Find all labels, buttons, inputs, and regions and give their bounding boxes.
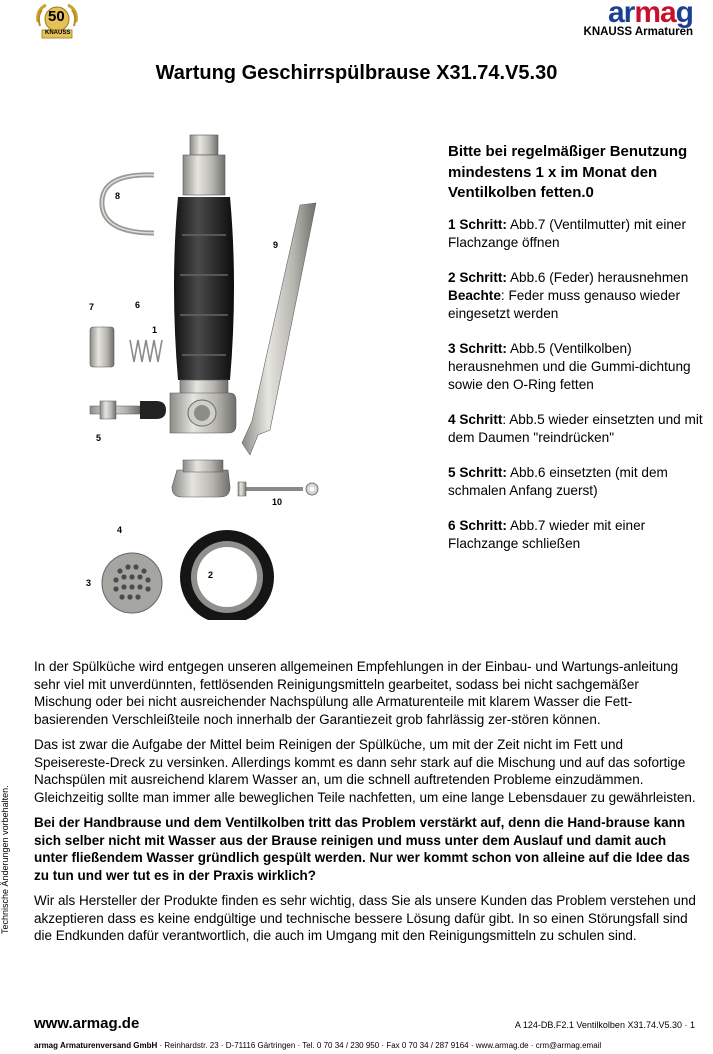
- step-4: 4 Schritt: Abb.5 wieder einsetzten und mit dem Daumen "reindrücken": [448, 411, 703, 445]
- brand-word: armag: [607, 0, 693, 29]
- valve-nut: [90, 327, 114, 367]
- screw: [243, 487, 303, 491]
- anniversary-text: KNAUSS: [45, 30, 71, 36]
- rubber-grip: [174, 197, 234, 380]
- part-label-2: 2: [208, 570, 214, 580]
- part-label-10: 10: [272, 497, 283, 507]
- footer-address-line: · Reinhardstr. 23 · D-71116 Gärtringen · Tel. 0 70 34 / 230 950 · Fax 0 70 34 / 287 9164 · www.armag.de · crm@armag.email: [157, 1041, 602, 1050]
- footer-company: armag Armaturenversand GmbH: [34, 1041, 158, 1050]
- anniversary-logo: [34, 2, 80, 40]
- paragraph-1: In der Spülküche wird entgegen unseren allgemeinen Empfehlungen in der Einbau- und Wartungs-anleitung sehr viel mit unverdünnten, fettlösenden Reinigungsmitteln gearbeitet, sodass bei nicht sachgemäßer Mischung oder bei nicht ausreichender Nachspülung alle Armaturenteile mit klarem Wasser die Fett-basierenden Verschleißteile noch innerhalb der Garantiezeit grob fahrlässig zer-stören können.: [34, 659, 679, 727]
- spring: [130, 340, 162, 362]
- part-label-6: 6: [135, 300, 141, 310]
- side-note: Technische Änderungen vorbehalten.: [0, 785, 10, 934]
- step-1: 1 Schritt: Abb.7 (Ventilmutter) mit einer Flachzange öffnen: [448, 216, 686, 250]
- part-label-5: 5: [96, 433, 102, 443]
- brand-subtitle: KNAUSS Armaturen: [583, 26, 693, 38]
- footer-address: [34, 1041, 601, 1050]
- part-label-1: 1: [152, 325, 158, 335]
- step-2-note-head: Beachte: [448, 287, 501, 303]
- step-2-note-text: : Feder muss genauso wieder eingesetzt werden: [448, 287, 680, 321]
- paragraph-4: Wir als Hersteller der Produkte finden es sehr wichtig, dass Sie als unsere Kunden das Problem verstehen und akzeptieren dass es keine endgültige und technische bessere Lösung dafür gibt. In so einen Störungsfall sind die Endkunden dafür verantwortlich, die auch im Umgang mit den Reinigungsmitteln zu schulen sind.: [34, 893, 696, 943]
- step-5: 5 Schritt: Abb.6 einsetzten (mit dem schmalen Anfang zuerst): [448, 464, 668, 498]
- exploded-view-drawing: [70, 125, 370, 620]
- sieve: [102, 553, 162, 613]
- maintenance-instructions: [448, 142, 708, 570]
- handle-top: [183, 155, 225, 195]
- footer-document-ref: A 124-DB.F2.1 Ventilkolben X31.74.V5.30 · 1: [514, 1020, 695, 1030]
- instructions-lead: Bitte bei regelmäßiger Benutzung mindestens 1 x im Monat den Ventilkolben fetten.0: [448, 143, 688, 201]
- thread-top: [190, 135, 218, 155]
- paragraph-2: Das ist zwar die Aufgabe der Mittel beim Reinigen der Spülküche, um mit der Zeit nicht im Fett und Speisereste-Dreck zu versinken. Allerdings kommt es dann sehr stark auf die Mischung und auf das sofortige Nachspülen mit ausreichend klarem Wasser an, um die schnell auftretenden Probleme einzudämmen. Gleichzeitig sollte man immer alle beweglichen Teile nachfetten, um eine lange Lebensdauer zu gewährleisten.: [34, 737, 696, 805]
- step-6: 6 Schritt: Abb.7 wieder mit einer Flachzange schließen: [448, 517, 646, 551]
- part-label-3: 3: [86, 578, 92, 588]
- part-label-9: 9: [273, 240, 279, 250]
- step-3: 3 Schritt: Abb.5 (Ventilkolben) herausnehmen und die Gummi-dichtung sowie den O-Ring fetten: [448, 340, 691, 392]
- step-2: 2 Schritt: Abb.6 (Feder) herausnehmen Beachte: Feder muss genauso wieder eingesetzt werden: [448, 269, 689, 321]
- body-text: [34, 658, 699, 953]
- spout-nut: [172, 470, 230, 497]
- lever: [242, 203, 316, 455]
- footer-website[interactable]: www.armag.de: [34, 1015, 140, 1032]
- part-label-4: 4: [117, 525, 123, 535]
- page-title: Wartung Geschirrspülbrause X31.74.V5.30: [155, 62, 558, 84]
- anniversary-number: 50: [48, 8, 65, 25]
- brand-logo: [581, 0, 693, 40]
- part-label-7: 7: [89, 302, 95, 312]
- part-label-8: 8: [115, 191, 121, 201]
- paragraph-3: Bei der Handbrause und dem Ventilkolben tritt das Problem verstärkt auf, denn die Hand-brause kann sich selber nicht mit Wasser aus der Brause reinigen und muss unter dem Auslauf und damit auch unter fließendem Wasser gründlich gespült werden. Nur wer kommt schon von alleine auf die Idee das zu tun und wer tut es in der Praxis wirklich?: [34, 815, 690, 883]
